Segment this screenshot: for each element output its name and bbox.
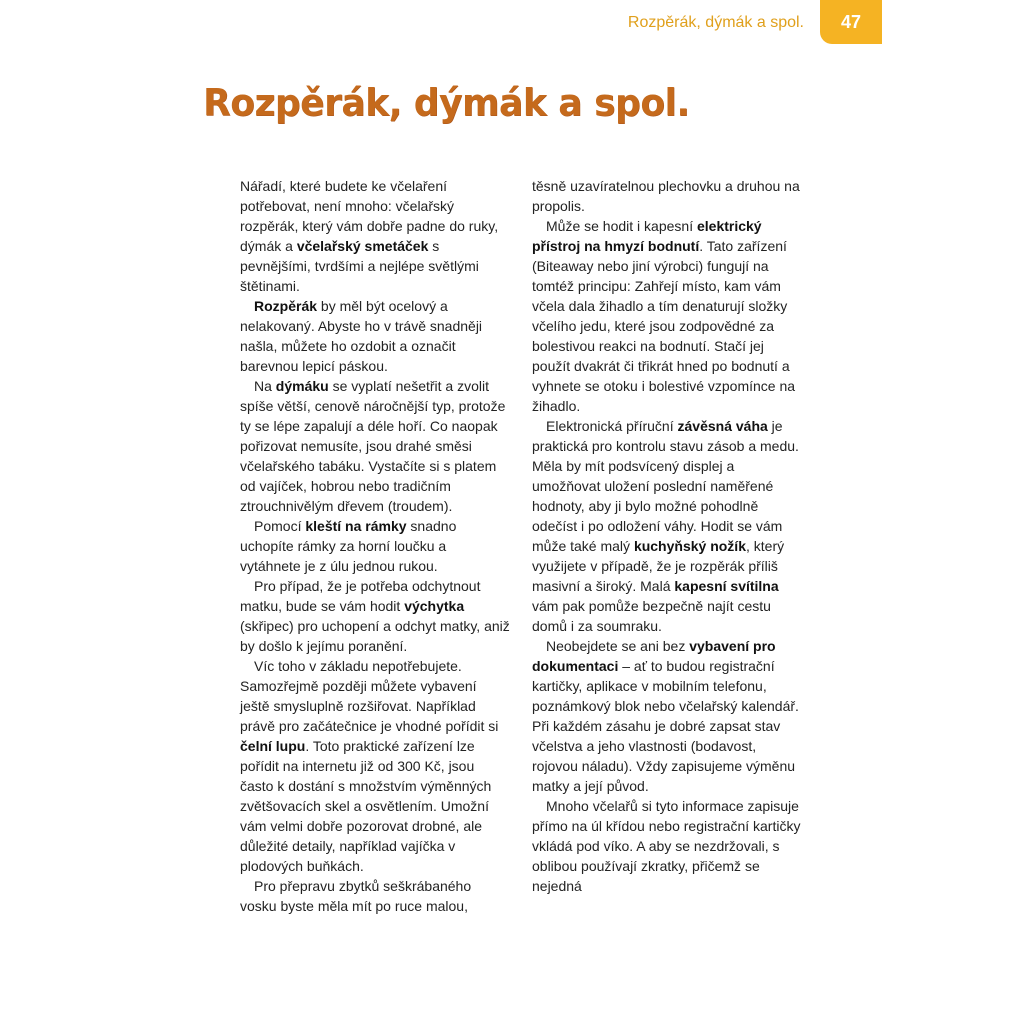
- text-column-left: [240, 176, 510, 916]
- text-run: Elektronická příruční: [546, 418, 678, 434]
- bold-term: vybavení pro dokumentaci: [532, 638, 776, 674]
- paragraph: [240, 176, 510, 296]
- paragraph: [240, 576, 510, 656]
- text-run: je praktická pro kontrolu stavu zásob a medu. Měla by mít podsvícený displej a umožňovat uložení poslední naměřené hodnoty, aby ji bylo možné pohodlně odečíst i po odložení váhy. Hodit se vám může také malý: [532, 418, 799, 554]
- chapter-title: Rozpěrák, dýmák a spol.: [203, 82, 690, 126]
- text-run: by měl být ocelový a nelakovaný. Abyste ho v trávě snadněji našla, můžete ho ozdobit a označit barevnou lepicí páskou.: [240, 298, 483, 374]
- text-run: . Tato zařízení (Biteaway nebo jiní výrobci) fungují na tomtéž principu: Zahřejí místo, kam vám včela dala žihadlo a tím denaturují složky včelího jedu, které jsou zodpovědné za bolestivou reakci na bodnutí. Stačí jej použít dvakrát či třikrát hned po bodnutí a vyhnete se otoku i bolestivé vzpomínce na žihadlo.: [532, 238, 796, 414]
- paragraph: [240, 376, 510, 516]
- paragraph: [240, 876, 510, 916]
- text-run: (skřipec) pro uchopení a odchyt matky, aniž by došlo k jejímu poranění.: [240, 618, 510, 654]
- text-run: snadno uchopíte rámky za horní loučku a vytáhnete je z úlu jednou rukou.: [240, 518, 457, 574]
- bold-term: závěsná váha: [677, 418, 768, 434]
- bold-term: včelařský smetáček: [296, 238, 429, 254]
- text-run: s pevnějšími, tvrdšími a nejlépe světlými štětinami.: [240, 238, 479, 294]
- text-run: těsně uzavíratelnou plechovku a druhou na propolis.: [532, 178, 800, 214]
- text-column-right: [532, 176, 802, 896]
- paragraph: [532, 796, 802, 896]
- paragraph: [532, 216, 802, 416]
- text-run: Neobejdete se ani bez: [546, 638, 690, 654]
- text-run: , který využijete v případě, že je rozpěrák příliš masivní a široký. Malá: [532, 538, 785, 594]
- bold-term: kleští na rámky: [305, 518, 407, 534]
- paragraph: [532, 636, 802, 796]
- bold-term: kapesní svítilna: [674, 578, 779, 594]
- paragraph: [532, 176, 802, 216]
- paragraph: [240, 656, 510, 876]
- text-run: – ať to budou registrační kartičky, aplikace v mobilním telefonu, poznámkový blok nebo včelařský kalendář. Při každém zásahu je dobré zapsat stav včelstva a jeho vlastnosti (bodavost, rojovou náladu). Vždy zapisujeme výměnu matky a její původ.: [532, 658, 799, 794]
- bold-term: elektrický přístroj na hmyzí bodnutí: [532, 218, 762, 254]
- text-run: se vyplatí nešetřit a zvolit spíše větší, cenově náročnější typ, protože ty se lépe zapalují a déle hoří. Co naopak pořizovat nemusíte, jsou drahé směsi včelařského tabáku. Vystačíte si s platem od vajíček, hobrou nebo tradičním ztrouchnivělým dřevem (troudem).: [240, 378, 506, 514]
- text-run: Pomocí: [254, 518, 306, 534]
- paragraph: [240, 516, 510, 576]
- bold-term: Rozpěrák: [254, 298, 318, 314]
- bold-term: výchytka: [404, 598, 465, 614]
- text-run: Nářadí, které budete ke včelaření potřebovat, není mnoho: včelařský rozpěrák, který vám dobře padne do ruky, dýmák a: [240, 178, 499, 254]
- text-run: Pro případ, že je potřeba odchytnout matku, bude se vám hodit: [240, 578, 481, 614]
- text-run: Může se hodit i kapesní: [546, 218, 697, 234]
- bold-term: čelní lupu: [240, 738, 306, 754]
- paragraph: [532, 416, 802, 636]
- paragraph: [240, 296, 510, 376]
- text-run: vám pak pomůže bezpečně najít cestu domů i za soumraku.: [532, 598, 771, 634]
- running-head-title: Rozpěrák, dýmák a spol.: [627, 14, 804, 31]
- text-run: . Toto praktické zařízení lze pořídit na internetu již od 300 Kč, jsou často k dostání s množstvím výměnných zvětšovacích skel a osvětlením. Umožní vám velmi dobře pozorovat drobné, ale důležité detaily, například vajíčka v plodových buňkách.: [240, 738, 492, 874]
- bold-term: kuchyňský nožík: [633, 538, 746, 554]
- page-number-tab: [820, 0, 882, 44]
- text-run: Pro přepravu zbytků seškrábaného vosku byste měla mít po ruce malou,: [240, 878, 472, 914]
- bold-term: dýmáku: [275, 378, 329, 394]
- page-number: 47: [840, 11, 862, 32]
- text-run: Mnoho včelařů si tyto informace zapisuje přímo na úl křídou nebo registrační kartičky vkládá pod víko. A aby se nezdržovali, s oblibou používají zkratky, přičemž se nejedná: [532, 798, 801, 894]
- text-run: Víc toho v základu nepotřebujete. Samozřejmě později můžete vybavení ještě smysluplně rozšiřovat. Například právě pro začátečnice je vhodné pořídit si: [240, 658, 499, 734]
- text-run: Na: [254, 378, 276, 394]
